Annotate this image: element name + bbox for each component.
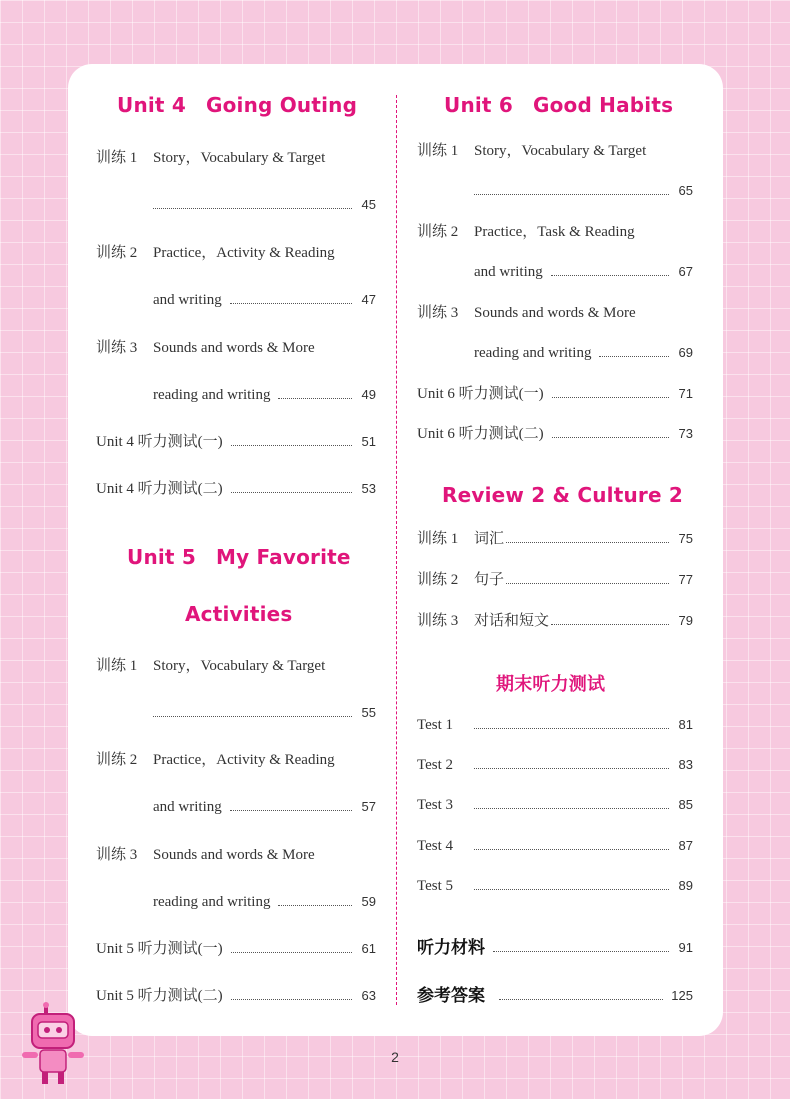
toc-entry-continued[interactable]: reading and writing 59 [153, 894, 376, 910]
dot-leader [474, 849, 669, 850]
toc-entry-continued[interactable]: and writing 47 [153, 292, 376, 308]
dot-leader [231, 952, 352, 953]
dot-leader [474, 768, 669, 769]
toc-entry-continued[interactable]: reading and writing 49 [153, 387, 376, 403]
toc-entry[interactable]: 训练 3 对话和短文 79 [417, 613, 693, 629]
toc-entry-listening-material[interactable]: 听力材料 91 [417, 938, 693, 958]
toc-entry-continued[interactable]: reading and writing 69 [474, 345, 693, 361]
toc-entry[interactable]: Unit 4 听力测试(一) 51 [96, 434, 376, 450]
dot-leader [493, 951, 669, 952]
toc-entry[interactable]: Test 4 87 [417, 838, 693, 854]
toc-entry[interactable]: Unit 4 听力测试(二) 53 [96, 481, 376, 497]
toc-entry[interactable]: 训练 2 句子 77 [417, 572, 693, 588]
toc-entry[interactable]: 训练 1 Story，Vocabulary & Target [96, 658, 326, 674]
toc-entry[interactable]: 训练 2 Practice，Activity & Reading [96, 752, 335, 768]
toc-entry-continued[interactable]: 45 [153, 193, 376, 217]
unit5-heading-line2: Activities [185, 602, 293, 626]
toc-entry[interactable]: 训练 3 Sounds and words & More [96, 340, 315, 356]
dot-leader [230, 303, 352, 304]
toc-entry-continued[interactable]: and writing 57 [153, 799, 376, 815]
toc-entry[interactable]: 训练 1 Story，Vocabulary & Target [417, 143, 647, 159]
dot-leader [230, 810, 352, 811]
robot-mascot-icon [18, 1000, 88, 1090]
dot-leader [552, 437, 669, 438]
dot-leader [474, 889, 669, 890]
unit5-heading: Unit 5 My Favorite [127, 545, 351, 569]
toc-entry[interactable]: 训练 1 词汇 75 [417, 531, 693, 547]
column-divider [396, 95, 397, 1005]
dot-leader [474, 194, 669, 195]
page-number: 2 [391, 1049, 399, 1065]
dot-leader [599, 356, 669, 357]
dot-leader [551, 275, 669, 276]
dot-leader [231, 492, 352, 493]
dot-leader [474, 808, 669, 809]
dot-leader [474, 728, 669, 729]
dot-leader [499, 999, 663, 1000]
dot-leader [231, 999, 352, 1000]
dot-leader [278, 398, 352, 399]
toc-entry[interactable]: Test 5 89 [417, 878, 693, 894]
toc-entry-continued[interactable]: 65 [474, 179, 693, 203]
toc-entry-continued[interactable]: 55 [153, 701, 376, 725]
toc-entry[interactable]: Unit 6 听力测试(二) 73 [417, 426, 693, 442]
toc-entry[interactable]: 训练 3 Sounds and words & More [417, 305, 636, 321]
unit4-heading: Unit 4 Going Outing [117, 93, 358, 117]
toc-entry[interactable]: 训练 1 Story，Vocabulary & Target [96, 150, 326, 166]
dot-leader [278, 905, 352, 906]
toc-entry[interactable]: 训练 2 Practice，Task & Reading [417, 224, 635, 240]
dot-leader [153, 208, 352, 209]
toc-entry[interactable]: 训练 2 Practice，Activity & Reading [96, 245, 335, 261]
unit6-heading: Unit 6 Good Habits [444, 93, 674, 117]
toc-entry[interactable]: 训练 3 Sounds and words & More [96, 847, 315, 863]
toc-entry[interactable]: Unit 6 听力测试(一) 71 [417, 386, 693, 402]
dot-leader [153, 716, 352, 717]
toc-entry[interactable]: Test 3 85 [417, 797, 693, 813]
review-heading: Review 2 & Culture 2 [442, 483, 684, 507]
toc-entry[interactable]: Test 1 81 [417, 717, 693, 733]
final-test-heading: 期末听力测试 [496, 674, 606, 695]
dot-leader [506, 542, 669, 543]
toc-entry-answer-key[interactable]: 参考答案 125 [417, 986, 693, 1006]
dot-leader [231, 445, 352, 446]
toc-entry-continued[interactable]: and writing 67 [474, 264, 693, 280]
dot-leader [551, 624, 669, 625]
dot-leader [506, 583, 669, 584]
toc-entry[interactable]: Test 2 83 [417, 757, 693, 773]
toc-entry[interactable]: Unit 5 听力测试(一) 61 [96, 941, 376, 957]
dot-leader [552, 397, 669, 398]
toc-entry[interactable]: Unit 5 听力测试(二) 63 [96, 988, 376, 1004]
